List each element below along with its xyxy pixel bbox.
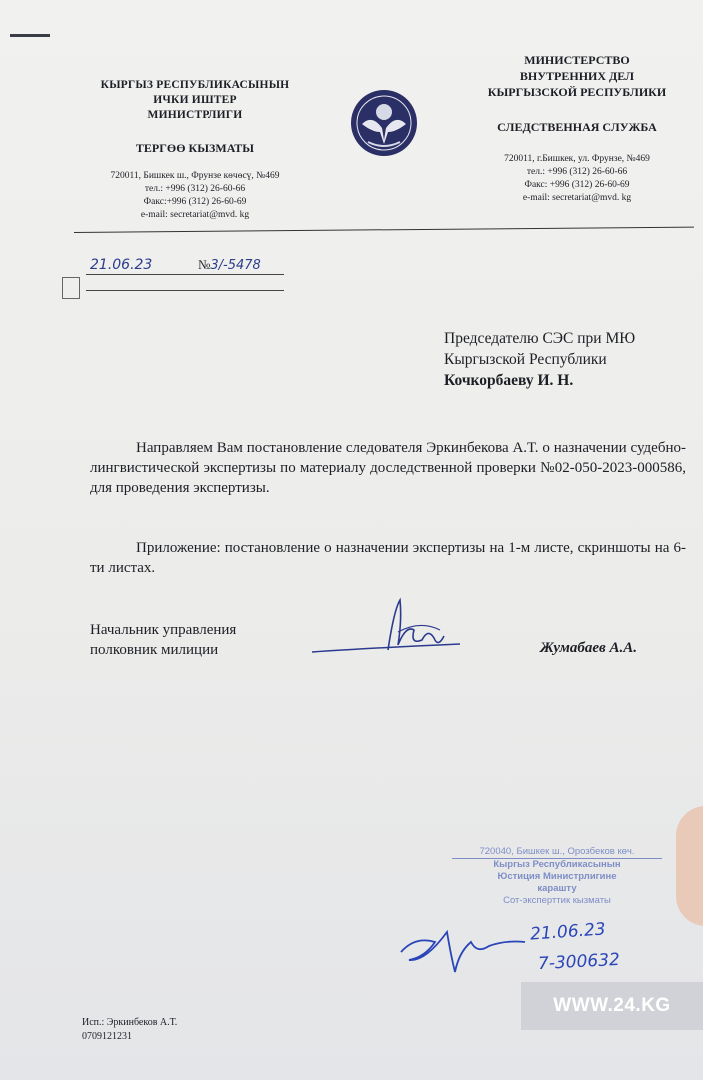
header-left-line: МИНИСТРЛИГИ: [147, 109, 243, 121]
corner-box: [62, 277, 80, 299]
address-line: e-mail: secretariat@mvd. kg: [522, 193, 632, 203]
addressee-name: Кочкорбаеву И. Н.: [444, 372, 574, 389]
header-left-service: ТЕРГӨӨ КЫЗМАТЫ: [135, 141, 255, 155]
header-left-line: ИЧКИ ИШТЕР: [153, 94, 237, 106]
position-line: полковник милиции: [90, 642, 219, 658]
address-line: тел.: +996 (312) 26-60-66: [526, 167, 628, 177]
signatory-position: [90, 620, 236, 660]
thumb-in-frame: [676, 806, 703, 926]
address-line: Факс:+996 (312) 26-60-69: [143, 197, 247, 207]
header-left-kyrgyz: [60, 78, 330, 222]
executor-name: Исп.: Эркинбеков А.Т.: [82, 1017, 178, 1028]
handwritten-signature: [310, 590, 490, 670]
fold-mark: [10, 34, 50, 37]
registration-date: 21.06.23: [90, 257, 153, 273]
header-right-address: [452, 153, 702, 205]
stamp-handwritten-number: 7-300632: [537, 949, 621, 975]
stamp-line: Юстиция Министрлигине: [497, 871, 617, 882]
stamp-line: Кыргыз Республикасынын: [493, 859, 621, 870]
registration-line: [86, 290, 284, 291]
address-line: 720011, г.Бишкек, ул. Фрунзе, №469: [504, 154, 650, 164]
addressee-line: Председателю СЭС при МЮ: [444, 330, 636, 347]
body-paragraph: Направляем Вам постановление следователя Эркинбекова А.Т. о назначении судебно-лингвистической экспертизы по материалу доследственной проверки №02-050-2023-000586, для проведения экспертизы.: [90, 440, 686, 496]
site-watermark: WWW.24.KG: [521, 982, 703, 1030]
header-right-russian: [452, 52, 702, 205]
executor-info: [82, 1016, 177, 1044]
attachment-paragraph: Приложение: постановление о назначении экспертизы на 1-м листе, скриншоты на 6-ти листах.: [90, 540, 686, 576]
number-sign: №: [198, 257, 211, 272]
position-line: Начальник управления: [90, 622, 237, 638]
handwritten-initials: [395, 912, 535, 982]
header-right-service: СЛЕДСТВЕННАЯ СЛУЖБА: [497, 120, 657, 134]
header-left-line: КЫРГЫЗ РЕСПУБЛИКАСЫНЫН: [100, 79, 290, 91]
registration-number: [198, 257, 261, 273]
stamp-handwritten-date: 21.06.23: [529, 919, 607, 945]
header-right-line: ВНУТРЕННИХ ДЕЛ: [519, 69, 635, 83]
stamp-line: Сот-эксперттик кызматы: [503, 895, 611, 906]
address-line: 720011, Бишкек ш., Фрунзе көчөсү, №469: [110, 171, 280, 181]
stamp-line: 720040, Бишкек ш., Орозбеков көч.: [452, 846, 662, 859]
address-line: Факс: +996 (312) 26-60-69: [524, 180, 630, 190]
header-left-address: [60, 170, 330, 222]
kyrgyz-state-emblem-icon: [348, 88, 420, 158]
addressee-line: Кыргызской Республики: [444, 351, 607, 368]
header-right-line: МИНИСТЕРСТВО: [524, 53, 630, 67]
executor-phone: 0709121231: [82, 1031, 132, 1042]
addressee-block: [444, 328, 692, 391]
stamp-line: карашту: [537, 883, 577, 894]
address-line: тел.: +996 (312) 26-60-66: [144, 184, 246, 194]
address-line: e-mail: secretariat@mvd. kg: [140, 210, 250, 220]
registration-number-value: 3/-5478: [210, 258, 261, 273]
header-right-line: КЫРГЫЗСКОЙ РЕСПУБЛИКИ: [487, 85, 667, 99]
signatory-name: Жумабаев А.А.: [540, 640, 637, 656]
registration-line: [86, 274, 284, 275]
